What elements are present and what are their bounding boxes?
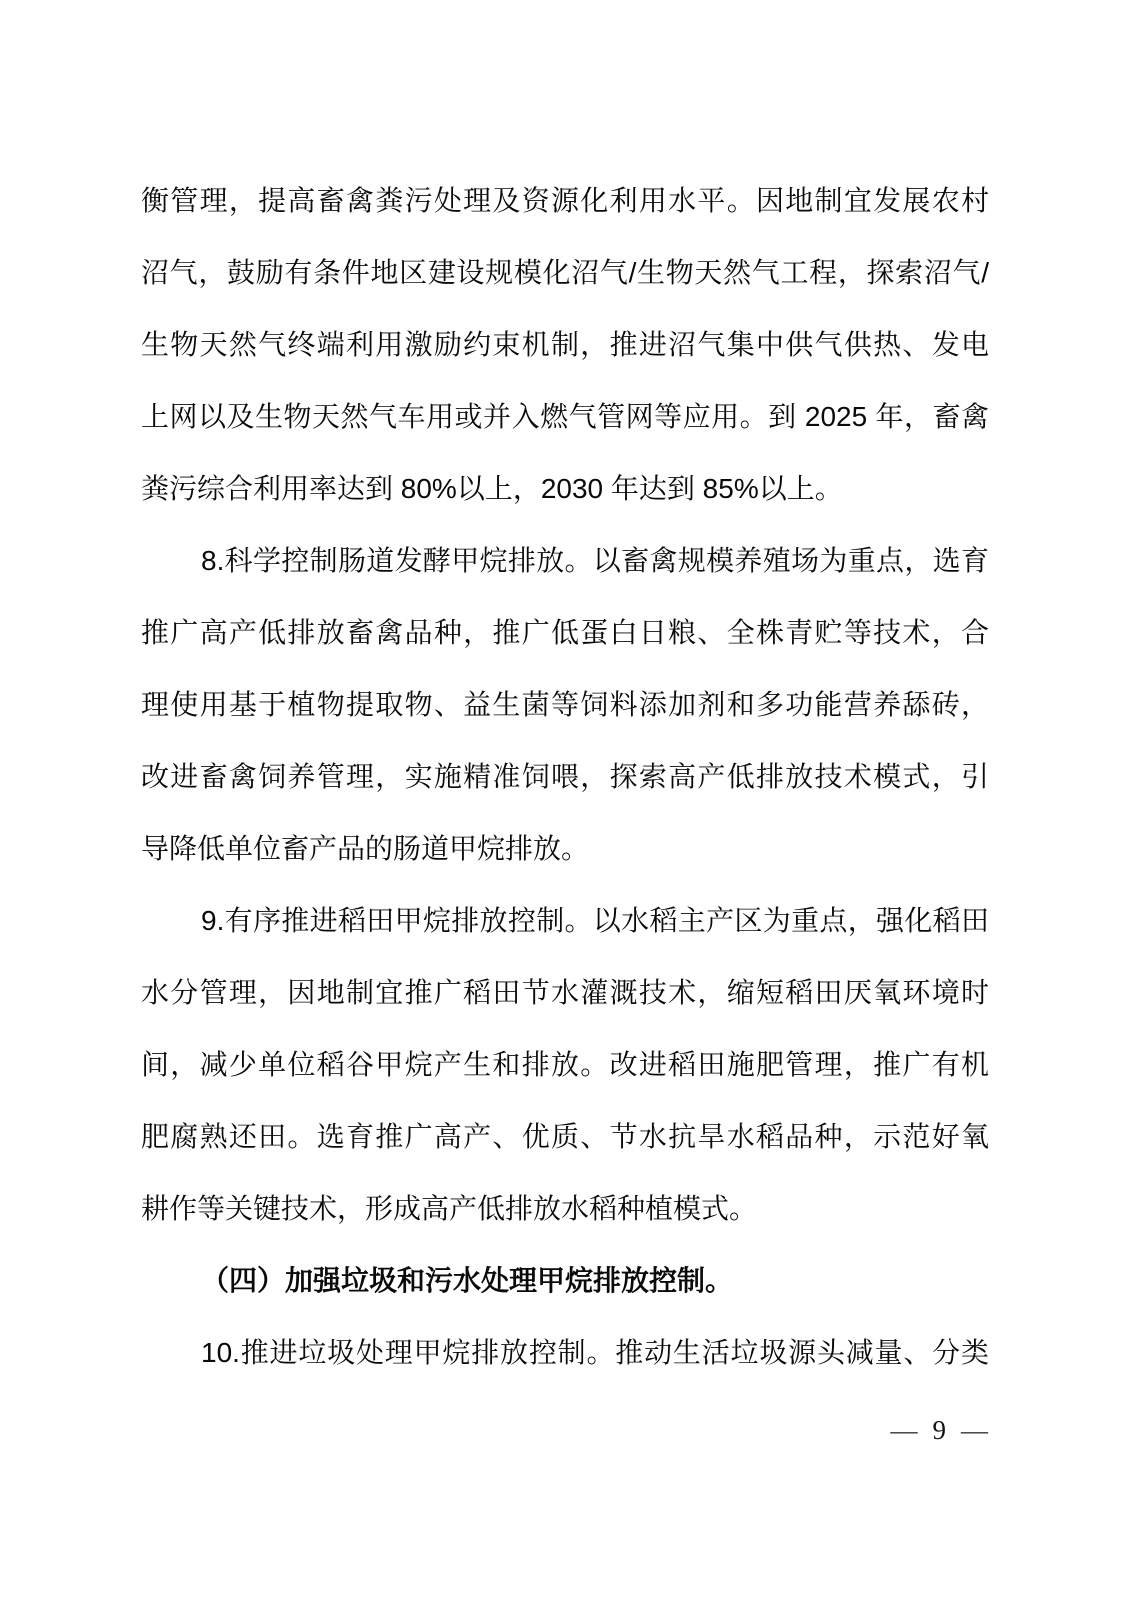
paragraph-line: 耕作等关键技术，形成高产低排放水稻种植模式。 bbox=[141, 1193, 758, 1224]
paragraph-line: 生物天然气终端利用激励约束机制，推进沼气集中供气供热、发电 bbox=[141, 329, 989, 360]
paragraph-line: 改进畜禽饲养管理，实施精准饲喂，探索高产低排放技术模式，引 bbox=[141, 761, 989, 792]
paragraph-line: 理使用基于植物提取物、益生菌等饲料添加剂和多功能营养舔砖， bbox=[141, 689, 989, 720]
paragraph-line: 肥腐熟还田。选育推广高产、优质、节水抗旱水稻品种，示范好氧 bbox=[141, 1121, 989, 1152]
section-heading: （四）加强垃圾和污水处理甲烷排放控制。 bbox=[201, 1265, 734, 1296]
paragraph-line: 推广高产低排放畜禽品种，推广低蛋白日粮、全株青贮等技术，合 bbox=[141, 617, 989, 648]
page-number-dash-left: — bbox=[890, 1415, 918, 1445]
paragraph-line: 粪污综合利用率达到 80%以上，2030 年达到 85%以上。 bbox=[141, 473, 843, 504]
paragraph-line: 间，减少单位稻谷甲烷产生和排放。改进稻田施肥管理，推广有机 bbox=[141, 1049, 989, 1080]
paragraph-line: 水分管理，因地制宜推广稻田节水灌溉技术，缩短稻田厌氧环境时 bbox=[141, 977, 989, 1008]
page-number: 9 bbox=[932, 1415, 946, 1445]
paragraph-line-item-8: 8.科学控制肠道发酵甲烷排放。以畜禽规模养殖场为重点，选育 bbox=[201, 545, 989, 576]
page-footer bbox=[891, 1408, 989, 1452]
page-number-dash-right: — bbox=[961, 1415, 988, 1445]
paragraph-line-item-9: 9.有序推进稻田甲烷排放控制。以水稻主产区为重点，强化稻田 bbox=[201, 905, 989, 936]
paragraph-line: 衡管理，提高畜禽粪污处理及资源化利用水平。因地制宜发展农村 bbox=[141, 185, 989, 216]
paragraph-line: 沼气，鼓励有条件地区建设规模化沼气/生物天然气工程，探索沼气/ bbox=[141, 257, 989, 288]
document-body bbox=[141, 165, 989, 1389]
paragraph-line: 上网以及生物天然气车用或并入燃气管网等应用。到 2025 年，畜禽 bbox=[141, 401, 989, 432]
paragraph-line-item-10: 10.推进垃圾处理甲烷排放控制。推动生活垃圾源头减量、分类 bbox=[201, 1337, 989, 1368]
paragraph-line: 导降低单位畜产品的肠道甲烷排放。 bbox=[141, 833, 590, 864]
